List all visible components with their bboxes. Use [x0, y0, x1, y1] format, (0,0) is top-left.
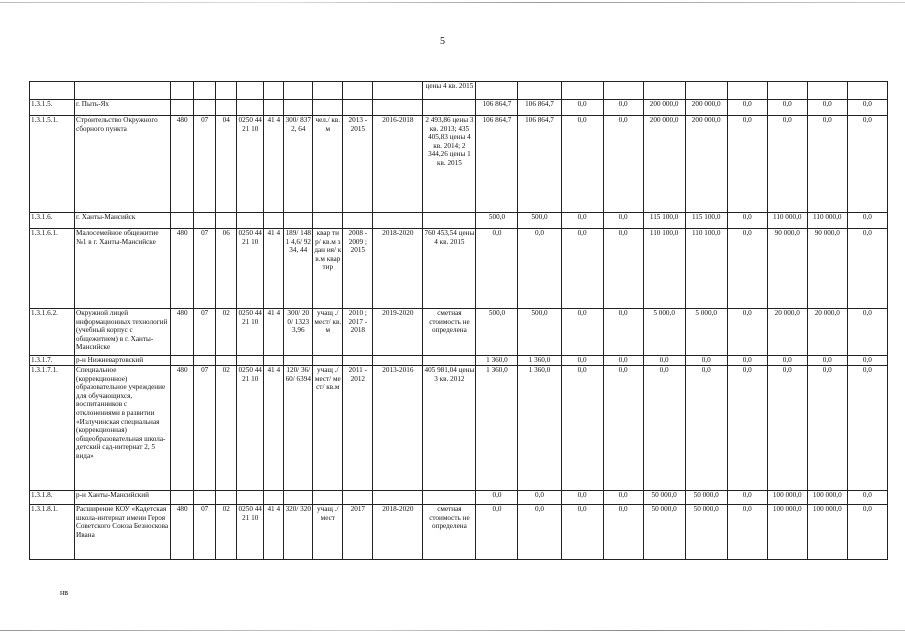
cell-c17: 200 000,0	[643, 100, 685, 116]
cell-c8	[284, 100, 313, 116]
cell-c6: 0250 4421 10	[237, 505, 264, 560]
cell-c11	[373, 82, 423, 100]
cell-c6	[237, 100, 264, 116]
cell-id: 1.3.1.8.	[30, 491, 75, 505]
cell-c16: 0,0	[603, 309, 643, 356]
cell-name: г. Ханты-Мансийск	[75, 213, 171, 229]
cell-c18: 50 000,0	[685, 505, 727, 560]
cell-c9: учащ ./ мест/ мест/ кв.м	[313, 366, 343, 491]
cell-c22: 0,0	[847, 213, 887, 229]
cell-c19: 0,0	[727, 116, 767, 213]
cell-c16: 0,0	[603, 505, 643, 560]
cell-c20: 0,0	[767, 366, 807, 491]
cell-c22	[847, 82, 887, 100]
cell-c22: 0,0	[847, 309, 887, 356]
cell-id: 1.3.1.5.1.	[30, 116, 75, 213]
cell-c16: 0,0	[603, 491, 643, 505]
cell-c13: 500,0	[476, 309, 518, 356]
cell-c18: 115 100,0	[685, 213, 727, 229]
cell-c19: 0,0	[727, 505, 767, 560]
cell-c10: 2010 ; 2017 - 2018	[343, 309, 373, 356]
cell-c5: 06	[216, 229, 237, 309]
cell-c17: 0,0	[643, 356, 685, 366]
cell-c8	[284, 356, 313, 366]
cell-c14: 106 864,7	[518, 116, 561, 213]
cell-c5: 02	[216, 366, 237, 491]
cell-c12	[423, 356, 476, 366]
cell-c10: 2013 - 2015	[343, 116, 373, 213]
cell-c5	[216, 82, 237, 100]
cell-c5	[216, 491, 237, 505]
cell-c18: 5 000,0	[685, 309, 727, 356]
cell-c4	[194, 100, 216, 116]
cell-c8	[284, 213, 313, 229]
scan-edge-bottom	[0, 630, 905, 631]
cell-name: Специальное (коррекционное) образовательное учреждение для обучающихся, воспитанников с отклонениями в развитии «Излучинская специальная (коррекционная) общеобразовательная школа-детский сад-интернат 2, 5 вида»	[75, 366, 171, 491]
cell-c8: 120/ 36/ 60/ 6394	[284, 366, 313, 491]
cell-c7: 41 4	[264, 229, 284, 309]
cell-c20: 0,0	[767, 100, 807, 116]
table-row	[30, 82, 888, 100]
cell-c4: 07	[194, 116, 216, 213]
cell-c7	[264, 356, 284, 366]
cell-c16: 0,0	[603, 366, 643, 491]
cell-c14	[518, 82, 561, 100]
cell-c19: 0,0	[727, 213, 767, 229]
cell-id	[30, 82, 75, 100]
cell-c13: 1 360,0	[476, 366, 518, 491]
cell-c3	[171, 82, 194, 100]
cell-c3: 480	[171, 116, 194, 213]
cell-c14: 500,0	[518, 309, 561, 356]
cell-c6	[237, 356, 264, 366]
cell-c9	[313, 82, 343, 100]
cell-c5	[216, 356, 237, 366]
cell-c5: 04	[216, 116, 237, 213]
table-row	[30, 116, 888, 213]
cell-c22: 0,0	[847, 366, 887, 491]
cell-c20: 90 000,0	[767, 229, 807, 309]
cell-name: Строительство Окружного сборного пункта	[75, 116, 171, 213]
cell-c13: 106 864,7	[476, 100, 518, 116]
cell-c4	[194, 213, 216, 229]
cell-c21: 20 000,0	[807, 309, 847, 356]
cell-c11: 2013-2016	[373, 366, 423, 491]
cell-c20	[767, 82, 807, 100]
cell-c10: 2011 - 2012	[343, 366, 373, 491]
footer-note: нв	[60, 588, 69, 597]
table-row	[30, 100, 888, 116]
cell-c17: 5 000,0	[643, 309, 685, 356]
cell-c14: 0,0	[518, 505, 561, 560]
cell-c17	[643, 82, 685, 100]
cell-c11: 2019-2020	[373, 309, 423, 356]
cell-id: 1.3.1.5.	[30, 100, 75, 116]
cell-c13: 1 360,0	[476, 356, 518, 366]
cell-c4: 07	[194, 366, 216, 491]
cell-id: 1.3.1.8.1.	[30, 505, 75, 560]
cell-c13: 106 864,7	[476, 116, 518, 213]
cell-c3: 480	[171, 505, 194, 560]
cell-c17: 0,0	[643, 366, 685, 491]
cell-name	[75, 82, 171, 100]
cell-c10	[343, 356, 373, 366]
cell-c3: 480	[171, 366, 194, 491]
cell-id: 1.3.1.6.2.	[30, 309, 75, 356]
cell-c10: 2017	[343, 505, 373, 560]
cell-c7: 41 4	[264, 366, 284, 491]
cell-c16	[603, 82, 643, 100]
cell-c10	[343, 213, 373, 229]
cell-c17: 50 000,0	[643, 505, 685, 560]
cell-c4	[194, 356, 216, 366]
cell-c5	[216, 213, 237, 229]
cell-c21: 0,0	[807, 116, 847, 213]
cell-c9: чел./ кв.м	[313, 116, 343, 213]
cell-c3: 480	[171, 229, 194, 309]
page-number: 5	[440, 36, 445, 47]
cell-c8: 320/ 320	[284, 505, 313, 560]
cell-id: 1.3.1.7.	[30, 356, 75, 366]
cell-name: Окружной лицей информационных технологий (учебный корпус с общежитием) в г. Ханты-Мансийске	[75, 309, 171, 356]
cell-c12: 2 493,86 цены 3 кв. 2013; 435 405,83 цены 4 кв. 2014; 2 344,26 цены 1 кв. 2015	[423, 116, 476, 213]
cell-c19	[727, 82, 767, 100]
cell-c11	[373, 356, 423, 366]
cell-c7: 41 4	[264, 505, 284, 560]
cell-c18: 0,0	[685, 366, 727, 491]
cell-c12	[423, 100, 476, 116]
cell-c7	[264, 100, 284, 116]
cell-c10	[343, 82, 373, 100]
cell-c6	[237, 491, 264, 505]
cell-c13	[476, 82, 518, 100]
cell-c18	[685, 82, 727, 100]
table-row	[30, 505, 888, 560]
table-row	[30, 356, 888, 366]
cell-c13: 0,0	[476, 505, 518, 560]
cell-c19: 0,0	[727, 491, 767, 505]
cell-c6: 0250 4421 10	[237, 309, 264, 356]
cell-c3: 480	[171, 309, 194, 356]
cell-id: 1.3.1.6.1.	[30, 229, 75, 309]
cell-c9	[313, 100, 343, 116]
cell-c14: 0,0	[518, 229, 561, 309]
cell-c22: 0,0	[847, 229, 887, 309]
cell-c15: 0,0	[561, 116, 603, 213]
investment-table	[29, 81, 888, 560]
cell-c16: 0,0	[603, 116, 643, 213]
cell-c14: 1 360,0	[518, 356, 561, 366]
cell-c9	[313, 356, 343, 366]
cell-c14: 500,0	[518, 213, 561, 229]
cell-c7	[264, 82, 284, 100]
cell-c17: 110 100,0	[643, 229, 685, 309]
cell-c6	[237, 82, 264, 100]
cell-c20: 100 000,0	[767, 505, 807, 560]
cell-c15: 0,0	[561, 100, 603, 116]
cell-c19: 0,0	[727, 309, 767, 356]
cell-c14: 106 864,7	[518, 100, 561, 116]
cell-c21: 0,0	[807, 366, 847, 491]
cell-c16: 0,0	[603, 356, 643, 366]
cell-c7	[264, 213, 284, 229]
cell-name: Малосемейное общежитие №1 в г. Ханты-Мансийске	[75, 229, 171, 309]
cell-c17: 200 000,0	[643, 116, 685, 213]
cell-c11	[373, 100, 423, 116]
cell-c8: 300/ 8372, 64	[284, 116, 313, 213]
scan-edge-top	[0, 2, 905, 3]
table-row	[30, 309, 888, 356]
cell-c15: 0,0	[561, 366, 603, 491]
cell-c22: 0,0	[847, 491, 887, 505]
cell-c10	[343, 491, 373, 505]
cell-c14: 0,0	[518, 491, 561, 505]
cell-c20: 110 000,0	[767, 213, 807, 229]
cell-c13: 500,0	[476, 213, 518, 229]
cell-c15: 0,0	[561, 229, 603, 309]
cell-c21: 0,0	[807, 356, 847, 366]
cell-c21: 100 000,0	[807, 505, 847, 560]
cell-c17: 50 000,0	[643, 491, 685, 505]
cell-c3	[171, 213, 194, 229]
cell-name: г. Пыть-Ях	[75, 100, 171, 116]
cell-c9: учащ ./ мест/ кв.м	[313, 309, 343, 356]
table-row	[30, 229, 888, 309]
cell-c12: 405 981,04 цены 3 кв. 2012	[423, 366, 476, 491]
cell-c20: 0,0	[767, 356, 807, 366]
cell-c9: учащ ./ мест	[313, 505, 343, 560]
cell-c14: 1 360,0	[518, 366, 561, 491]
cell-c7	[264, 491, 284, 505]
cell-c21: 0,0	[807, 100, 847, 116]
cell-c6	[237, 213, 264, 229]
cell-c3	[171, 356, 194, 366]
cell-c19: 0,0	[727, 229, 767, 309]
cell-c22: 0,0	[847, 505, 887, 560]
cell-c20: 20 000,0	[767, 309, 807, 356]
cell-c20: 0,0	[767, 116, 807, 213]
cell-c15: 0,0	[561, 505, 603, 560]
cell-c4: 07	[194, 229, 216, 309]
cell-c15: 0,0	[561, 356, 603, 366]
cell-c4	[194, 82, 216, 100]
cell-c21	[807, 82, 847, 100]
cell-c11	[373, 213, 423, 229]
cell-c16: 0,0	[603, 229, 643, 309]
cell-name: Расширение КОУ «Кадетская школа-интернат имени Героя Советского Союза Безноскова Ивана	[75, 505, 171, 560]
cell-id: 1.3.1.7.1.	[30, 366, 75, 491]
cell-c11: 2018-2020	[373, 505, 423, 560]
cell-c18: 0,0	[685, 356, 727, 366]
table-row	[30, 491, 888, 505]
table-row	[30, 213, 888, 229]
cell-c13: 0,0	[476, 229, 518, 309]
cell-c12: сметная стоимость не определена	[423, 505, 476, 560]
cell-c20: 100 000,0	[767, 491, 807, 505]
cell-c11: 2018-2020	[373, 229, 423, 309]
cell-c12: цены 4 кв. 2015	[423, 82, 476, 100]
cell-c11	[373, 491, 423, 505]
cell-c9	[313, 491, 343, 505]
cell-c9	[313, 213, 343, 229]
cell-c15: 0,0	[561, 213, 603, 229]
cell-c3	[171, 491, 194, 505]
cell-c11: 2016-2018	[373, 116, 423, 213]
cell-c7: 41 4	[264, 116, 284, 213]
cell-c19: 0,0	[727, 356, 767, 366]
cell-c4	[194, 491, 216, 505]
cell-c5: 02	[216, 309, 237, 356]
cell-c5: 02	[216, 505, 237, 560]
cell-c15: 0,0	[561, 491, 603, 505]
cell-name: р-н Ханты-Мансийский	[75, 491, 171, 505]
cell-c22: 0,0	[847, 100, 887, 116]
cell-c18: 200 000,0	[685, 100, 727, 116]
cell-c21: 100 000,0	[807, 491, 847, 505]
cell-c12	[423, 213, 476, 229]
cell-c8	[284, 491, 313, 505]
cell-c13: 0,0	[476, 491, 518, 505]
cell-c16: 0,0	[603, 213, 643, 229]
cell-c4: 07	[194, 505, 216, 560]
cell-c6: 0250 4421 10	[237, 116, 264, 213]
cell-c8	[284, 82, 313, 100]
cell-c21: 90 000,0	[807, 229, 847, 309]
cell-c8: 300/ 200/ 1323 3,96	[284, 309, 313, 356]
cell-c18: 200 000,0	[685, 116, 727, 213]
cell-c21: 110 000,0	[807, 213, 847, 229]
cell-c10	[343, 100, 373, 116]
cell-c22: 0,0	[847, 356, 887, 366]
cell-c18: 110 100,0	[685, 229, 727, 309]
cell-c6: 0250 4421 10	[237, 229, 264, 309]
cell-c15: 0,0	[561, 309, 603, 356]
cell-name: р-н Нижневартовский	[75, 356, 171, 366]
cell-c12	[423, 491, 476, 505]
cell-c19: 0,0	[727, 100, 767, 116]
cell-c15	[561, 82, 603, 100]
cell-c12: 760 453,54 цены 4 кв. 2015	[423, 229, 476, 309]
cell-id: 1.3.1.6.	[30, 213, 75, 229]
cell-c19: 0,0	[727, 366, 767, 491]
cell-c4: 07	[194, 309, 216, 356]
cell-c9: квар тир/ кв.м здан ия/ кв.м квар тир	[313, 229, 343, 309]
table-row	[30, 366, 888, 491]
cell-c3	[171, 100, 194, 116]
cell-c7: 41 4	[264, 309, 284, 356]
cell-c5	[216, 100, 237, 116]
cell-c6: 0250 4421 10	[237, 366, 264, 491]
cell-c8: 189/ 1481 4,6/ 9234, 44	[284, 229, 313, 309]
cell-c17: 115 100,0	[643, 213, 685, 229]
cell-c18: 50 000,0	[685, 491, 727, 505]
cell-c10: 2008 - 2009 ; 2015	[343, 229, 373, 309]
cell-c16: 0,0	[603, 100, 643, 116]
cell-c22: 0,0	[847, 116, 887, 213]
cell-c12: сметная стоимость не определена	[423, 309, 476, 356]
